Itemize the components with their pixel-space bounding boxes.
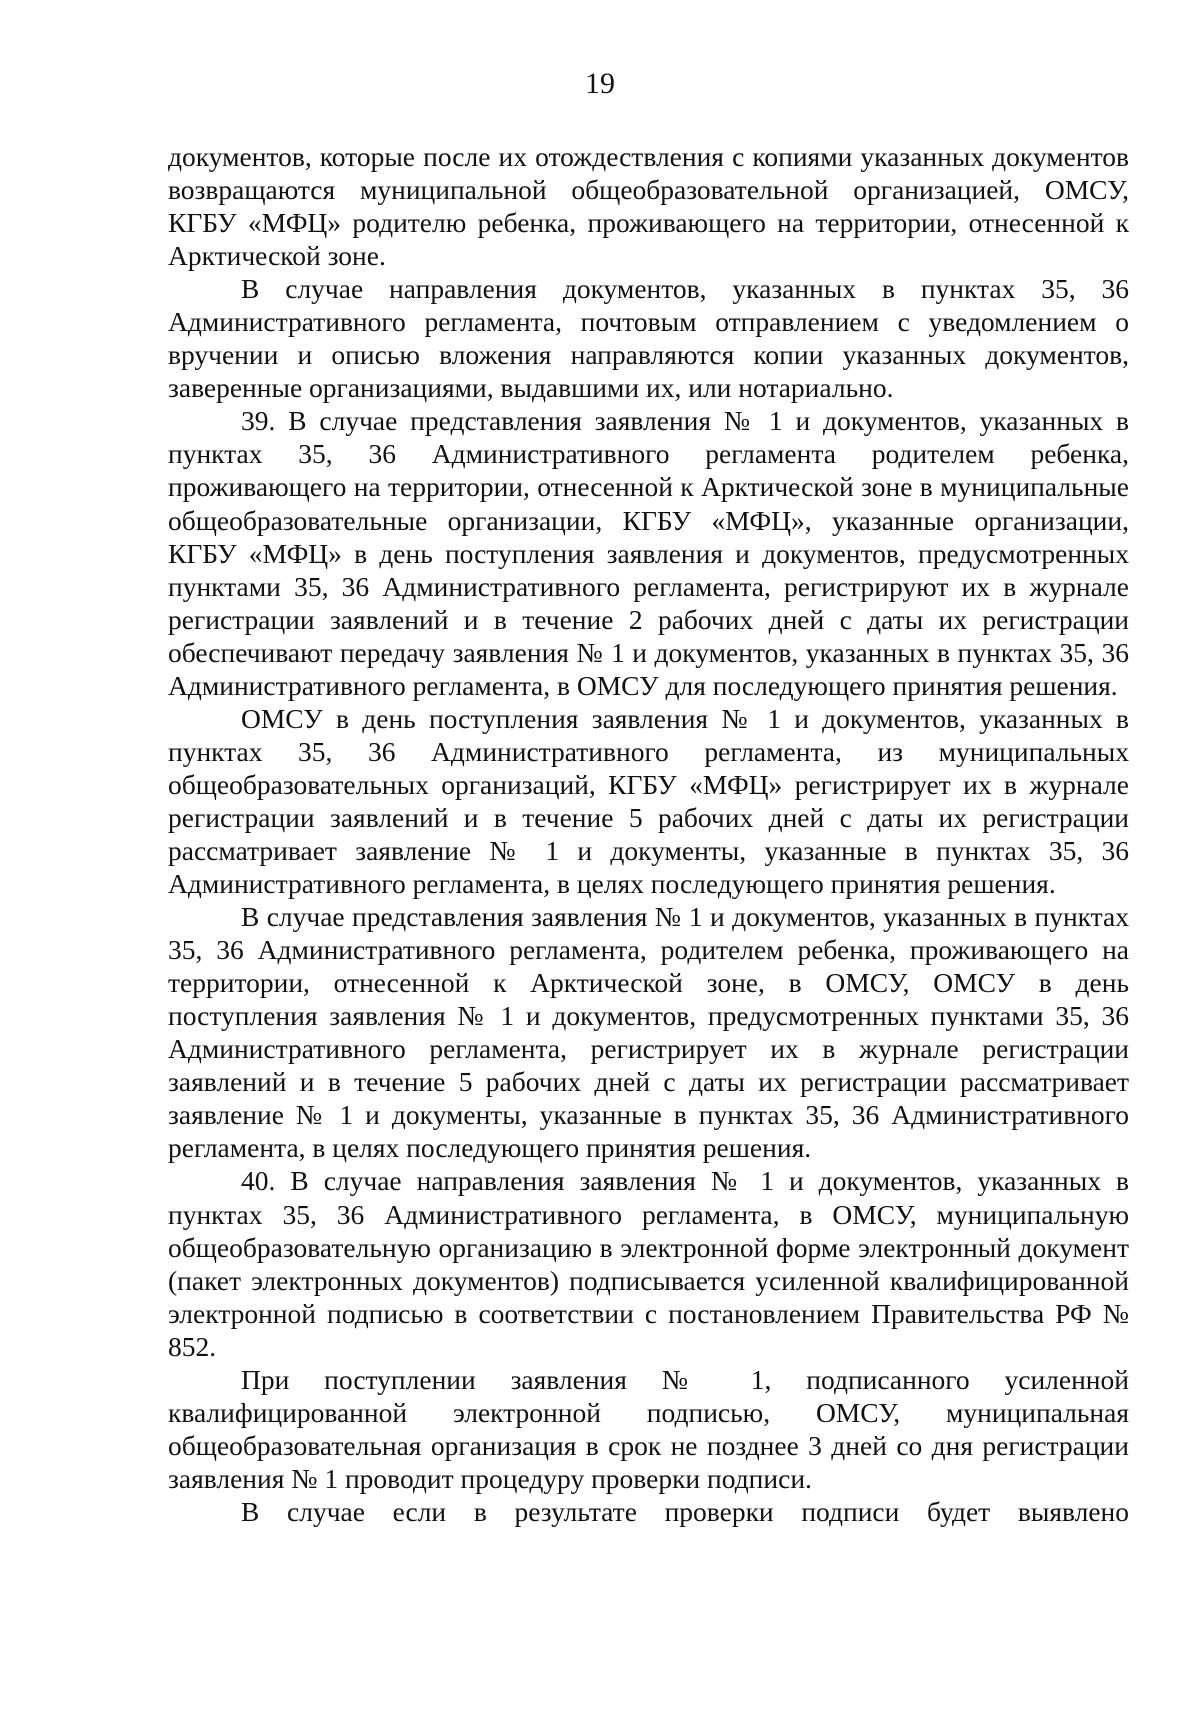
paragraph-omsu-registration: ОМСУ в день поступления заявления № 1 и документов, указанных в пунктах 35, 36 Административного регламента, из муниципальных общеобразовательных организаций, КГБУ «МФЦ» регистрирует их в журнале регистрации заявлений и в течение 5 рабочих дней с даты их регистрации рассматривает заявление № 1 и документы, указанные в пунктах 35, 36 Административного регламента, в целях последующего принятия решения. [168,702,1129,900]
paragraph-continuation: документов, которые после их отождествления с копиями указанных документов возвращаются муниципальной общеобразовательной организацией, ОМСУ, КГБУ «МФЦ» родителю ребенка, проживающего на территории, отнесенной к Арктической зоне. [168,141,1129,272]
document-body [168,140,1129,1528]
paragraph-postal-submission: В случае направления документов, указанных в пунктах 35, 36 Административного регламента, почтовым отправлением с уведомлением о вручении и описью вложения направляются копии указанных документов, заверенные организациями, выдавшими их, или нотариально. [168,273,1129,404]
paragraph-clause-39: 39. В случае представления заявления № 1 и документов, указанных в пунктах 35, 36 Административного регламента родителем ребенка, проживающего на территории, отнесенной к Арктической зоне в муниципальные общеобразовательные организации, КГБУ «МФЦ», указанные организации, КГБУ «МФЦ» в день поступления заявления и документов, предусмотренных пунктами 35, 36 Административного регламента, регистрируют их в журнале регистрации заявлений и в течение 2 рабочих дней с даты их регистрации обеспечивают передачу заявления № 1 и документов, указанных в пунктах 35, 36 Административного регламента, в ОМСУ для последующего принятия решения. [168,405,1129,701]
paragraph-omsu-direct-submission: В случае представления заявления № 1 и документов, указанных в пунктах 35, 36 Административного регламента, родителем ребенка, проживающего на территории, отнесенной к Арктической зоне, в ОМСУ, ОМСУ в день поступления заявления № 1 и документов, предусмотренных пунктами 35, 36 Административного регламента, регистрирует их в журнале регистрации заявлений и в течение 5 рабочих дней с даты их регистрации рассматривает заявление № 1 и документы, указанные в пунктах 35, 36 Административного регламента, в целях последующего принятия решения. [168,901,1129,1164]
paragraph-signature-check: При поступлении заявления № 1, подписанного усиленной квалифицированной электронной подписью, ОМСУ, муниципальная общеобразовательная организация в срок не позднее 3 дней со дня регистрации заявления № 1 проводит процедуру проверки подписи. [168,1363,1129,1494]
page-number: 19 [585,67,615,100]
paragraph-clause-40: 40. В случае направления заявления № 1 и документов, указанных в пунктах 35, 36 Административного регламента, в ОМСУ, муниципальную общеобразовательную организацию в электронной форме электронный документ (пакет электронных документов) подписывается усиленной квалифицированной электронной подписью в соответствии с постановлением Правительства РФ № 852. [168,1165,1129,1362]
paragraph-signature-result: В случае если в результате проверки подписи будет выявлено [241,1495,1129,1527]
